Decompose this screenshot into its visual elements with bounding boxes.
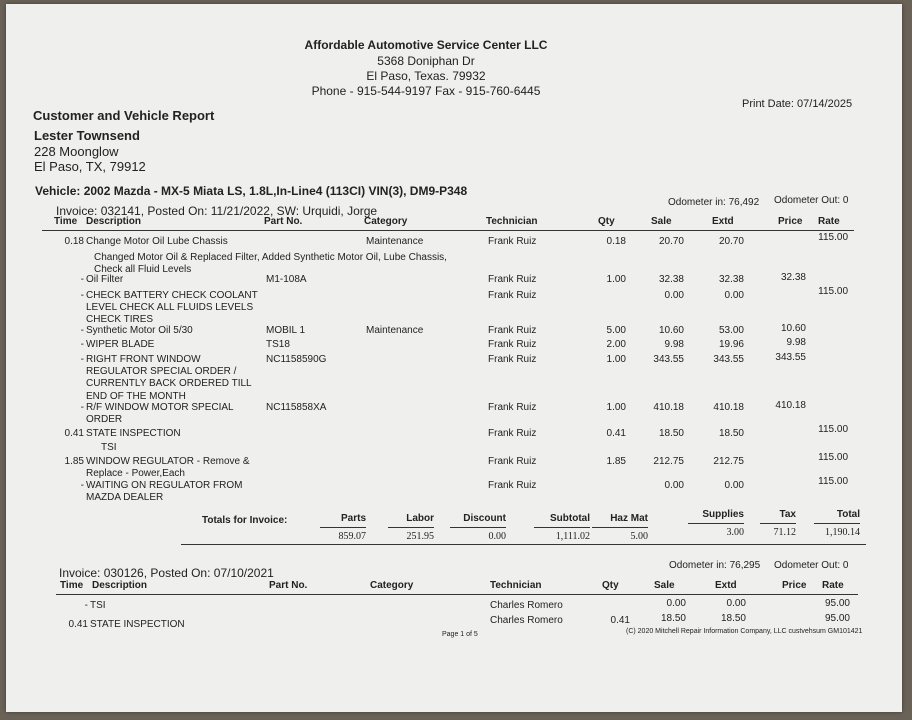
company-phone-fax: Phone - 915-544-9197 Fax - 915-760-6445 (311, 84, 541, 98)
divider-line (688, 523, 744, 524)
totals-label: Totals for Invoice: (202, 515, 288, 526)
row-time: - (80, 290, 84, 301)
row-technician: Frank Ruiz (488, 480, 537, 491)
totals-header: Parts (340, 513, 366, 524)
print-date: Print Date: 07/14/2025 (742, 98, 853, 110)
row-extd: 19.96 (718, 339, 744, 350)
row-sale: 0.00 (666, 598, 686, 609)
totals-value: 1,190.14 (825, 527, 860, 538)
row-description: STATE INSPECTION (86, 428, 181, 439)
row-technician: Frank Ruiz (488, 456, 537, 467)
row-extd: 53.00 (718, 325, 744, 336)
totals-value: 5.00 (630, 531, 648, 542)
row-time: 0.18 (64, 236, 84, 247)
row-extd: 18.50 (718, 428, 744, 439)
row-technician: Charles Romero (490, 615, 563, 626)
row-qty: 0.41 (610, 615, 630, 626)
row-description: WINDOW REGULATOR - Remove & (86, 456, 250, 467)
row-description: R/F WINDOW MOTOR SPECIAL (86, 402, 234, 413)
column-header-sale: Sale (654, 580, 675, 591)
row-extd: 18.50 (720, 613, 746, 624)
row-technician: Charles Romero (490, 600, 563, 611)
column-header-sale: Sale (651, 216, 672, 227)
row-rate: 115.00 (818, 424, 848, 435)
row-category: Maintenance (366, 236, 424, 247)
odometer-out: Odometer Out: 0 (774, 195, 849, 206)
row-description: Check all Fluid Levels (94, 264, 192, 276)
column-header-category: Category (370, 580, 414, 591)
row-sale: 343.55 (653, 354, 684, 365)
row-technician: Frank Ruiz (488, 325, 537, 336)
totals-header: Subtotal (550, 513, 590, 524)
odometer-in: Odometer in: 76,295 (669, 560, 761, 571)
divider-line (592, 527, 648, 528)
row-part-no: TS18 (266, 339, 290, 350)
row-technician: Frank Ruiz (488, 402, 537, 413)
row-price: 32.38 (780, 272, 806, 283)
row-sale: 0.00 (664, 290, 684, 301)
column-header-description: Description (92, 580, 148, 591)
row-time: 0.41 (64, 428, 84, 439)
row-part-no: MOBIL 1 (266, 325, 306, 336)
row-description: RIGHT FRONT WINDOW (86, 354, 201, 365)
divider-line (450, 527, 506, 528)
row-rate: 115.00 (818, 232, 848, 243)
report-page (6, 4, 902, 712)
row-qty: 1.85 (606, 456, 626, 467)
row-time: - (80, 402, 84, 413)
row-category: Maintenance (366, 325, 424, 336)
page-number: Page 1 of 5 (442, 631, 478, 638)
row-qty: 2.00 (606, 339, 626, 350)
row-extd: 0.00 (724, 480, 744, 491)
row-part-no: M1-108A (266, 274, 307, 285)
totals-header: Total (836, 509, 860, 520)
divider-line (760, 523, 796, 524)
column-header-category: Category (364, 216, 408, 227)
row-description: ORDER (86, 414, 123, 426)
row-description: Replace - Power,Each (86, 468, 185, 480)
row-rate: 115.00 (818, 286, 848, 297)
column-header-part-no: Part No. (264, 216, 303, 227)
row-qty: 0.18 (606, 236, 626, 247)
invoice-header: Invoice: 032141, Posted On: 11/21/2022, SW: Urquidi, Jorge (56, 204, 378, 218)
vehicle-line: Vehicle: 2002 Mazda - MX-5 Miata LS, 1.8L,In-Line4 (113CI) VIN(3), DM9-P348 (35, 184, 468, 198)
row-rate: 115.00 (818, 452, 848, 463)
row-qty: 0.41 (606, 428, 626, 439)
totals-value: 71.12 (773, 527, 796, 538)
totals-header: Haz Mat (610, 513, 648, 524)
row-sale: 20.70 (658, 236, 684, 247)
totals-value: 859.07 (338, 531, 366, 542)
column-header-qty: Qty (598, 216, 615, 227)
row-price: 410.18 (775, 400, 806, 411)
column-header-time: Time (60, 580, 84, 591)
row-description: LEVEL CHECK ALL FLUIDS LEVELS (86, 302, 254, 314)
row-description: TSI (90, 600, 106, 611)
row-price: 9.98 (786, 337, 806, 348)
column-header-price: Price (778, 216, 803, 227)
row-rate: 115.00 (818, 476, 848, 487)
row-part-no: NC1158590G (266, 354, 327, 365)
totals-header: Labor (406, 513, 434, 524)
customer-name: Lester Townsend (34, 128, 140, 143)
row-rate: 95.00 (824, 613, 850, 624)
row-time: - (80, 354, 84, 365)
divider-line (534, 527, 590, 528)
column-header-extd: Extd (715, 580, 737, 591)
row-extd: 0.00 (724, 290, 744, 301)
row-description: WAITING ON REGULATOR FROM (86, 480, 243, 491)
row-qty: 5.00 (606, 325, 626, 336)
row-description: Change Motor Oil Lube Chassis (86, 236, 228, 247)
column-header-price: Price (782, 580, 807, 591)
divider-line (42, 230, 854, 231)
invoice-header: Invoice: 030126, Posted On: 07/10/2021 (59, 566, 274, 580)
row-description: CURRENTLY BACK ORDERED TILL (86, 378, 252, 390)
totals-value: 251.95 (406, 531, 434, 542)
row-extd: 32.38 (718, 274, 744, 285)
row-time: - (84, 600, 88, 611)
row-description: STATE INSPECTION (90, 619, 185, 630)
row-part-no: NC115858XA (266, 402, 327, 413)
row-sale: 0.00 (664, 480, 684, 491)
row-description: END OF THE MONTH (86, 390, 186, 402)
row-description: TSI (101, 442, 117, 453)
row-sale: 410.18 (653, 402, 684, 413)
column-header-extd: Extd (712, 216, 734, 227)
totals-value: 3.00 (726, 527, 744, 538)
column-header-technician: Technician (486, 216, 538, 227)
row-description: REGULATOR SPECIAL ORDER / (86, 366, 237, 378)
column-header-qty: Qty (602, 580, 619, 591)
row-time: - (80, 325, 84, 336)
row-technician: Frank Ruiz (488, 236, 537, 247)
row-rate: 95.00 (824, 598, 850, 609)
divider-line (56, 594, 858, 595)
odometer-in: Odometer in: 76,492 (668, 197, 760, 208)
row-price: 10.60 (780, 323, 806, 334)
totals-header: Tax (779, 509, 796, 520)
column-header-time: Time (54, 216, 78, 227)
row-sale: 9.98 (664, 339, 684, 350)
row-qty: 1.00 (606, 354, 626, 365)
row-technician: Frank Ruiz (488, 428, 537, 439)
row-sale: 10.60 (658, 325, 684, 336)
row-extd: 20.70 (718, 236, 744, 247)
row-sale: 212.75 (653, 456, 684, 467)
row-description: WIPER BLADE (86, 339, 155, 350)
row-time: - (80, 480, 84, 491)
copyright-notice: (C) 2020 Mitchell Repair Information Company, LLC custvehsum GM101421 (626, 628, 863, 635)
row-extd: 410.18 (713, 402, 744, 413)
company-name: Affordable Automotive Service Center LLC (304, 38, 548, 52)
row-qty: 1.00 (606, 402, 626, 413)
odometer-out: Odometer Out: 0 (774, 560, 849, 571)
totals-header: Discount (463, 513, 506, 524)
divider-line (814, 523, 860, 524)
row-sale: 18.50 (658, 428, 684, 439)
row-sale: 18.50 (660, 613, 686, 624)
row-technician: Frank Ruiz (488, 290, 537, 301)
row-technician: Frank Ruiz (488, 339, 537, 350)
row-description: Changed Motor Oil & Replaced Filter, Added Synthetic Motor Oil, Lube Chassis, (94, 252, 447, 263)
report-title: Customer and Vehicle Report (33, 108, 215, 123)
row-description: CHECK BATTERY CHECK COOLANT (86, 290, 258, 301)
row-extd: 0.00 (726, 598, 746, 609)
row-extd: 212.75 (713, 456, 744, 467)
row-description: MAZDA DEALER (86, 492, 164, 504)
divider-line (388, 527, 434, 528)
row-time: 0.41 (68, 619, 88, 630)
totals-value: 0.00 (488, 531, 506, 542)
row-time: 1.85 (64, 456, 84, 467)
row-description: CHECK TIRES (86, 314, 154, 326)
column-header-description: Description (86, 216, 142, 227)
row-extd: 343.55 (713, 354, 744, 365)
row-description: Synthetic Motor Oil 5/30 (86, 325, 193, 336)
row-time: - (80, 274, 84, 285)
company-address-line2: El Paso, Texas. 79932 (366, 69, 486, 83)
divider-line (181, 544, 866, 545)
column-header-technician: Technician (490, 580, 542, 591)
row-description: Oil Filter (86, 274, 124, 285)
row-price: 343.55 (775, 352, 806, 363)
totals-value: 1,111.02 (555, 531, 590, 542)
column-header-rate: Rate (818, 216, 840, 227)
row-time: - (80, 339, 84, 350)
row-qty: 1.00 (606, 274, 626, 285)
customer-city: El Paso, TX, 79912 (34, 159, 146, 174)
column-header-part-no: Part No. (269, 580, 308, 591)
customer-street: 228 Moonglow (34, 144, 119, 159)
row-technician: Frank Ruiz (488, 354, 537, 365)
company-address-line1: 5368 Doniphan Dr (377, 54, 475, 68)
column-header-rate: Rate (822, 580, 844, 591)
row-sale: 32.38 (658, 274, 684, 285)
totals-header: Supplies (702, 509, 744, 520)
row-technician: Frank Ruiz (488, 274, 537, 285)
divider-line (320, 527, 366, 528)
